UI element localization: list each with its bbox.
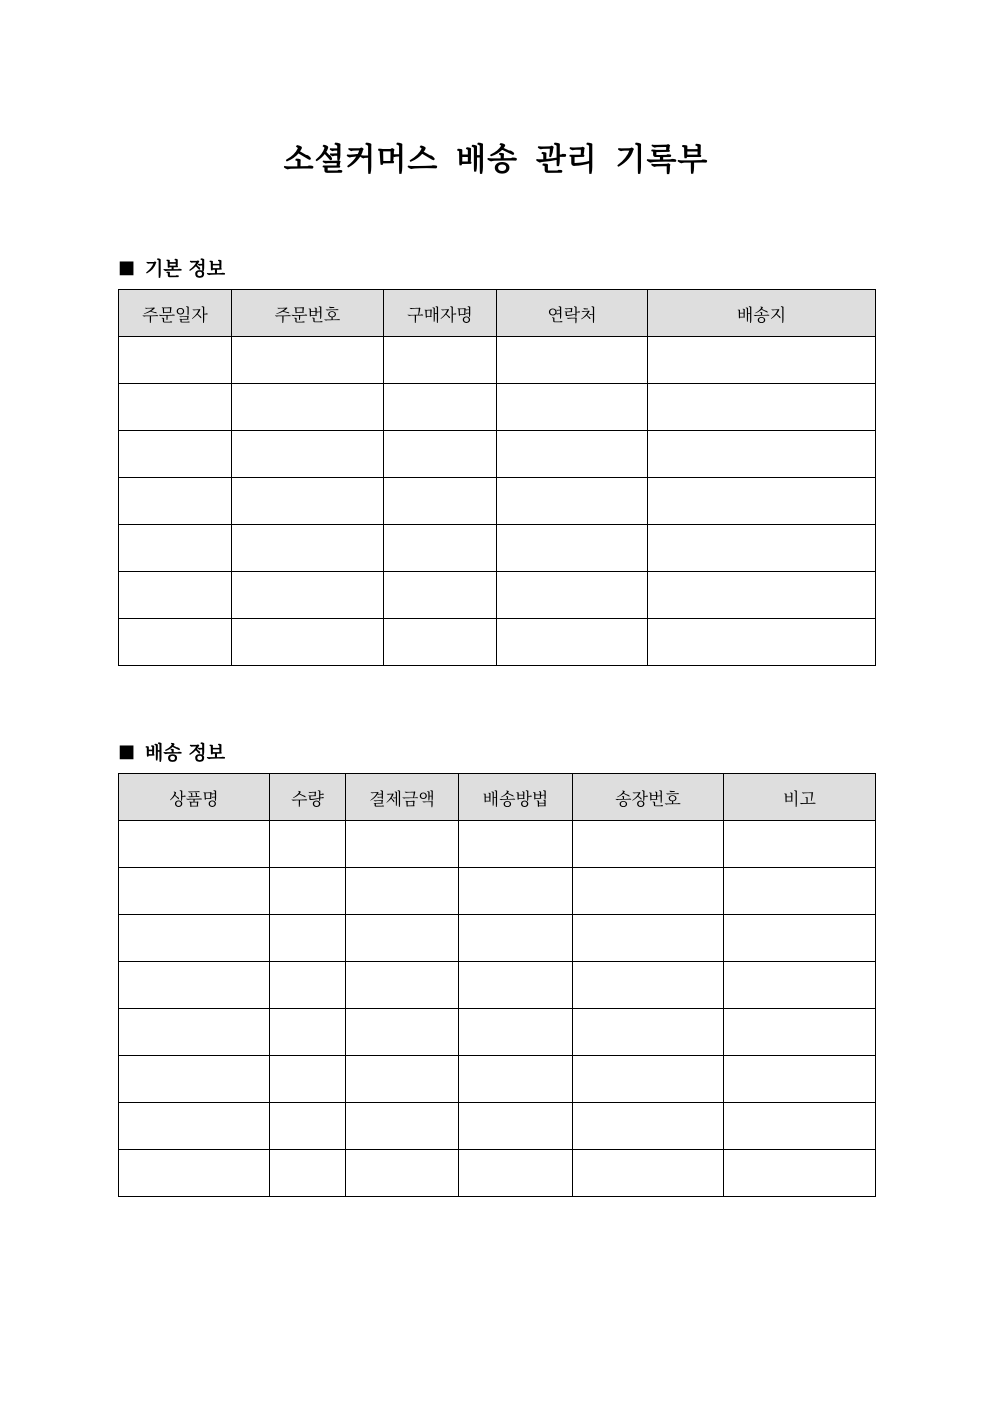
table-cell[interactable] [497,619,648,666]
table-cell[interactable] [270,868,346,915]
table-cell[interactable] [119,619,232,666]
table-cell[interactable] [459,821,573,868]
table-cell[interactable] [573,962,724,1009]
table-cell[interactable] [346,915,459,962]
table-cell[interactable] [384,619,497,666]
table-cell[interactable] [270,915,346,962]
table-cell[interactable] [648,525,876,572]
table-cell[interactable] [346,821,459,868]
table-cell[interactable] [119,572,232,619]
table-cell[interactable] [346,1150,459,1197]
column-header-tracking-number: 송장번호 [573,774,724,821]
table-cell[interactable] [497,384,648,431]
table-row [119,1150,876,1197]
table-cell[interactable] [459,962,573,1009]
column-header-order-date: 주문일자 [119,290,232,337]
table-row [119,868,876,915]
table-cell[interactable] [232,525,384,572]
table-cell[interactable] [119,478,232,525]
table-cell[interactable] [724,868,876,915]
table-cell[interactable] [459,1056,573,1103]
table-cell[interactable] [573,868,724,915]
table-row [119,478,876,525]
column-header-quantity: 수량 [270,774,346,821]
table-cell[interactable] [724,962,876,1009]
table-cell[interactable] [119,1150,270,1197]
basic-info-body [119,337,876,666]
column-header-delivery-method: 배송방법 [459,774,573,821]
table-row [119,384,876,431]
column-header-payment-amount: 결제금액 [346,774,459,821]
table-row [119,572,876,619]
table-cell[interactable] [384,431,497,478]
table-cell[interactable] [497,478,648,525]
table-cell[interactable] [459,1009,573,1056]
table-cell[interactable] [346,1009,459,1056]
column-header-remarks: 비고 [724,774,876,821]
table-cell[interactable] [119,868,270,915]
table-cell[interactable] [119,1056,270,1103]
column-header-contact: 연락처 [497,290,648,337]
table-row [119,915,876,962]
table-cell[interactable] [497,572,648,619]
section-heading-delivery-label: 배송 정보 [145,742,226,764]
table-cell[interactable] [384,572,497,619]
table-cell[interactable] [384,525,497,572]
table-cell[interactable] [119,1009,270,1056]
table-cell[interactable] [346,1103,459,1150]
document-title: 소셜커머스 배송 관리 기록부 [283,142,709,178]
table-cell[interactable] [573,821,724,868]
table-cell[interactable] [346,1056,459,1103]
table-cell[interactable] [232,572,384,619]
table-cell[interactable] [648,619,876,666]
table-cell[interactable] [270,1056,346,1103]
table-cell[interactable] [119,384,232,431]
table-row [119,821,876,868]
table-cell[interactable] [573,1056,724,1103]
table-row [119,337,876,384]
delivery-info-body [119,821,876,1197]
table-cell[interactable] [648,431,876,478]
table-cell[interactable] [459,868,573,915]
table-cell[interactable] [119,821,270,868]
table-cell[interactable] [119,525,232,572]
section-heading-basic-label: 기본 정보 [145,258,226,280]
table-cell[interactable] [270,1009,346,1056]
table-row [119,962,876,1009]
table-row [119,431,876,478]
table-header-row [119,774,876,821]
section-heading-delivery [118,738,225,765]
table-cell[interactable] [724,1150,876,1197]
delivery-info-table [118,773,876,1197]
table-cell[interactable] [648,572,876,619]
table-cell[interactable] [270,1150,346,1197]
table-cell[interactable] [573,1103,724,1150]
square-bullet-icon: ■ [118,740,136,762]
table-cell[interactable] [232,478,384,525]
table-cell[interactable] [232,619,384,666]
table-cell[interactable] [232,431,384,478]
table-cell[interactable] [232,384,384,431]
table-cell[interactable] [119,1103,270,1150]
table-cell[interactable] [346,962,459,1009]
table-cell[interactable] [724,821,876,868]
table-cell[interactable] [497,431,648,478]
table-cell[interactable] [384,384,497,431]
table-cell[interactable] [648,478,876,525]
column-header-product-name: 상품명 [119,774,270,821]
table-cell[interactable] [119,915,270,962]
table-cell[interactable] [573,915,724,962]
column-header-address: 배송지 [648,290,876,337]
table-cell[interactable] [724,915,876,962]
table-cell[interactable] [346,868,459,915]
table-cell[interactable] [119,337,232,384]
table-cell[interactable] [724,1103,876,1150]
table-row [119,1056,876,1103]
table-row [119,1009,876,1056]
table-cell[interactable] [119,962,270,1009]
table-cell[interactable] [497,525,648,572]
table-cell[interactable] [497,337,648,384]
table-cell[interactable] [724,1009,876,1056]
table-cell[interactable] [270,821,346,868]
table-cell[interactable] [573,1150,724,1197]
table-cell[interactable] [384,337,497,384]
table-row [119,525,876,572]
table-row [119,1103,876,1150]
basic-info-table [118,289,876,666]
table-cell[interactable] [384,478,497,525]
table-cell[interactable] [459,1103,573,1150]
table-header-row [119,290,876,337]
table-cell[interactable] [119,431,232,478]
table-cell[interactable] [459,915,573,962]
table-cell[interactable] [232,337,384,384]
table-cell[interactable] [270,962,346,1009]
table-cell[interactable] [648,384,876,431]
table-cell[interactable] [459,1150,573,1197]
square-bullet-icon: ■ [118,256,136,278]
table-row [119,619,876,666]
column-header-buyer-name: 구매자명 [384,290,497,337]
table-cell[interactable] [648,337,876,384]
table-cell[interactable] [573,1009,724,1056]
table-cell[interactable] [270,1103,346,1150]
table-cell[interactable] [724,1056,876,1103]
column-header-order-number: 주문번호 [232,290,384,337]
section-heading-basic [118,254,225,281]
